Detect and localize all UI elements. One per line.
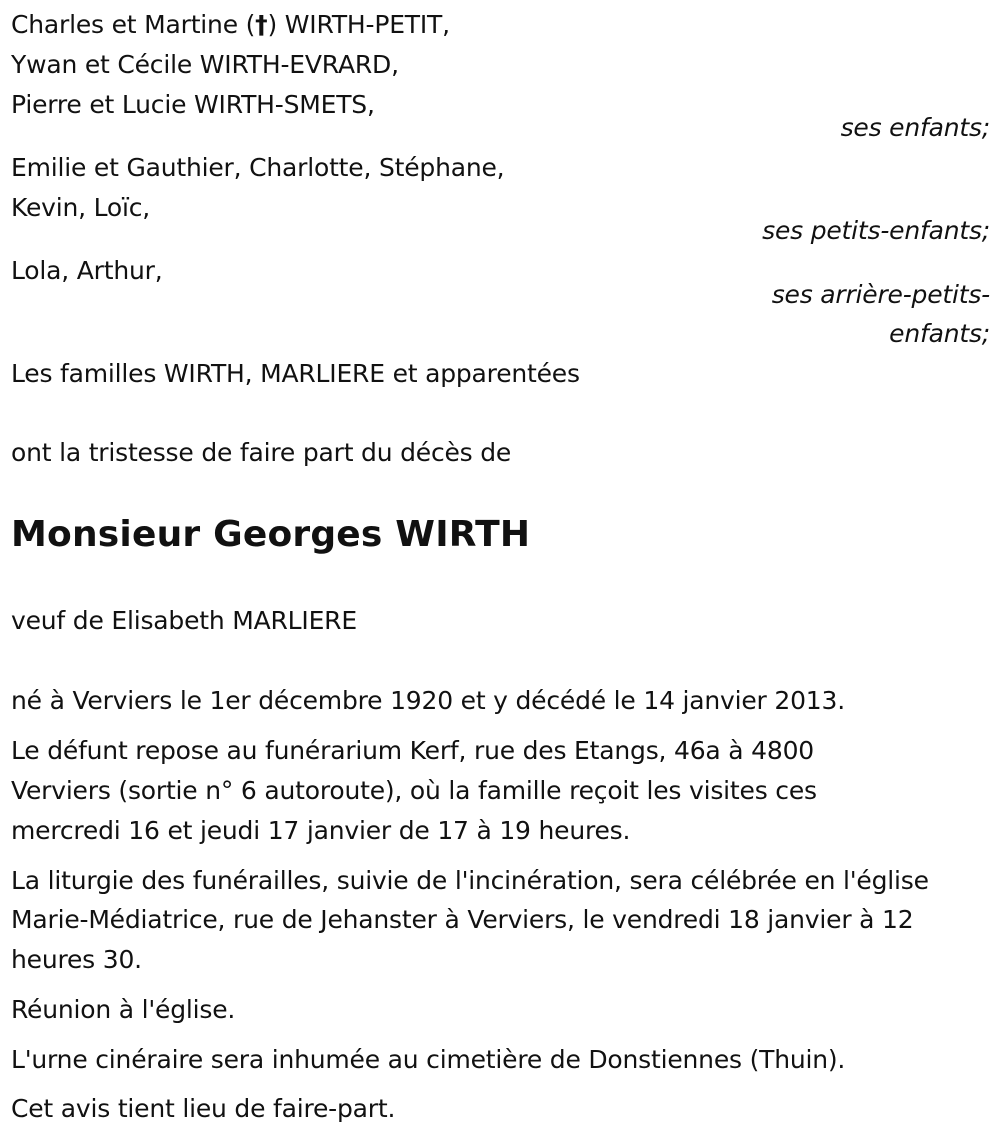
grandchildren-line-1: Emilie et Gauthier, Charlotte, Stéphane, [11,153,505,182]
cross-icon: † [255,10,268,39]
funerarium-line-3: mercredi 16 et jeudi 17 janvier de 17 à 19 heures. [11,816,631,845]
grandchildren-role: ses petits-enfants; [762,216,990,245]
deceased-name: Monsieur Georges WIRTH [11,514,531,555]
reunion-line: Réunion à l'église. [11,995,236,1024]
children-line-1-start: Charles et Martine ( [11,10,256,39]
announcement-line: ont la tristesse de faire part du décès de [11,438,512,467]
great-grandchildren-role-2: enfants; [889,319,990,348]
children-role: ses enfants; [840,113,990,142]
liturgy-line-2: Marie-Médiatrice, rue de Jehanster à Verviers, le vendredi 18 janvier à 12 [11,905,914,934]
closing-line: Cet avis tient lieu de faire-part. [11,1094,396,1123]
grandchildren-line-2: Kevin, Loïc, [11,193,151,222]
liturgy-line-1: La liturgie des funérailles, suivie de l'incinération, sera célébrée en l'église [11,866,929,895]
families-line: Les familles WIRTH, MARLIERE et apparentées [11,359,580,388]
birth-death-line: né à Verviers le 1er décembre 1920 et y décédé le 14 janvier 2013. [11,686,845,715]
widower-line: veuf de Elisabeth MARLIERE [11,606,357,635]
urn-line: L'urne cinéraire sera inhumée au cimetière de Donstiennes (Thuin). [11,1045,846,1074]
liturgy-line-3: heures 30. [11,945,142,974]
children-line-3: Pierre et Lucie WIRTH-SMETS, [11,90,375,119]
funerarium-line-2: Verviers (sortie n° 6 autoroute), où la famille reçoit les visites ces [11,776,817,805]
great-grandchildren-role-1: ses arrière-petits- [771,280,990,309]
children-line-2: Ywan et Cécile WIRTH-EVRARD, [11,50,399,79]
funerarium-line-1: Le défunt repose au funérarium Kerf, rue des Etangs, 46a à 4800 [11,736,814,765]
children-line-1-end: ) WIRTH-PETIT, [267,10,450,39]
children-line-1 [11,5,450,45]
great-grandchildren-line-1: Lola, Arthur, [11,256,163,285]
